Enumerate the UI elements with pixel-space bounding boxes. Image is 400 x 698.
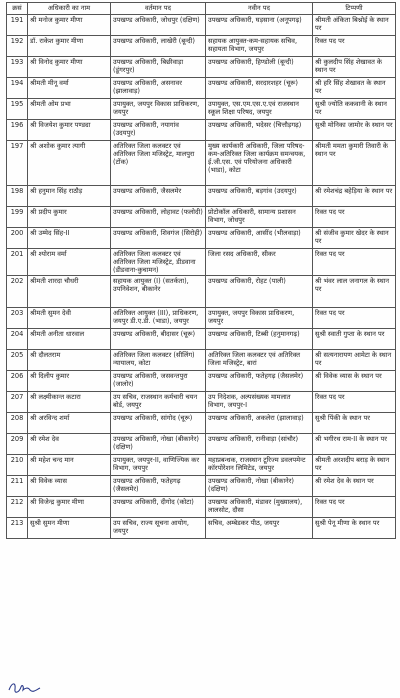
cell-new-post: उपायुक्त, एस.एम.एस.ए.एवं राजस्थान स्कूल शिक्षा परिषद, जयपुर [206,99,313,120]
cell-remarks: श्रीमती अरशदीप बराड़ के स्थान पर [313,455,396,476]
cell-current-post: अतिरिक्त आयुक्त (III), प्राधिकरण, जयपुर डी.ए.डी. (भाडा), जयपुर [111,308,206,329]
table-row [7,329,396,350]
cell-current-post: उपखण्ड अधिकारी, बिछीवाड़ा (डूंगरपुर) [111,57,206,78]
cell-new-post: मुख्य कार्यकारी अधिकारी, जिला परिषद-कम-अतिरिक्त जिला कार्यक्रम समन्वयक, ई.जी.एस. एवं परियोजना अधिकारी (भाडा), कोटा [206,141,313,186]
cell-officer-name: श्री विजेन्द्र कुमार मीणा [28,497,111,518]
cell-remarks: श्री भगीरथ राम-II के स्थान पर [313,434,396,455]
cell-remarks: श्री रमेशचंद्र बहेड़िया के स्थान पर [313,186,396,207]
col-header-officer-name: अधिकारी का नाम [28,3,111,15]
table-row [7,249,396,276]
transfer-table [6,2,396,539]
cell-serial: 191 [7,15,28,36]
cell-current-post: उप सचिव, राजस्थान कर्मचारी चयन बोर्ड, जयपुर [111,392,206,413]
table-row [7,99,396,120]
cell-remarks: श्री विवेक व्यास के स्थान पर [313,371,396,392]
table-row [7,371,396,392]
table-row [7,518,396,539]
cell-serial: 209 [7,434,28,455]
cell-new-post: उपखण्ड अधिकारी, बड़गांव (उदयपुर) [206,186,313,207]
table-row [7,497,396,518]
table-row [7,392,396,413]
cell-current-post: उपखण्ड अधिकारी, नयागांव (उदयपुर) [111,120,206,141]
cell-officer-name: डॉ. राकेश कुमार मीणा [28,36,111,57]
table-row [7,78,396,99]
cell-serial: 204 [7,329,28,350]
cell-current-post: उपखण्ड अधिकारी, फतेहगढ़ (जैसलमेर) [111,476,206,497]
table-row [7,186,396,207]
cell-officer-name: श्री श्योराम वर्मा [28,249,111,276]
cell-new-post: सहायक आयुक्त-कम-सहायक सचिव, सहायता विभाग, जयपुर [206,36,313,57]
cell-new-post: प्रोटोकॉल अधिकारी, सामान्य प्रशासन विभाग, जोधपुर [206,207,313,228]
cell-officer-name: श्रीमती अनीता धारवाल [28,329,111,350]
cell-remarks: श्री संजीव कुमार खेदर के स्थान पर [313,228,396,249]
cell-new-post: उपखण्ड अधिकारी, रानीवाड़ा (सांचौर) [206,434,313,455]
table-row [7,15,396,36]
cell-current-post: उपखण्ड अधिकारी, जोधपुर (दक्षिण) [111,15,206,36]
cell-serial: 195 [7,99,28,120]
cell-new-post: उपखण्ड अधिकारी, टिब्बी (हनुमानगढ़) [206,329,313,350]
cell-remarks: श्री भंवर लाल जनागल के स्थान पर [313,276,396,308]
table-row [7,455,396,476]
cell-officer-name: श्री अरविन्द शर्मा [28,413,111,434]
cell-serial: 212 [7,497,28,518]
cell-officer-name: श्री विवेक व्यास [28,476,111,497]
cell-remarks: रिक्त पद पर [313,392,396,413]
cell-new-post: उपखण्ड अधिकारी, मंडावर (मुख्यालय), लालसोट, दौसा [206,497,313,518]
cell-serial: 206 [7,371,28,392]
cell-serial: 201 [7,249,28,276]
cell-remarks: सुश्री स्वाती गुप्ता के स्थान पर [313,329,396,350]
cell-officer-name: श्री महेश चन्द मान [28,455,111,476]
cell-serial: 205 [7,350,28,371]
cell-officer-name: श्री विनोद कुमार मीणा [28,57,111,78]
cell-serial: 192 [7,36,28,57]
col-header-remarks: टिप्पणी [313,3,396,15]
cell-remarks: श्री कुलदीप सिंह शेखावत के स्थान पर [313,57,396,78]
cell-remarks: सुश्री मोनिका जामोर के स्थान पर [313,120,396,141]
cell-serial: 211 [7,476,28,497]
cell-remarks: श्रीमती ममता कुमारी तिवारी के स्थान पर [313,141,396,186]
cell-remarks: रिक्त पद पर [313,308,396,329]
cell-officer-name: श्रीमती मीनू वर्मा [28,78,111,99]
cell-current-post: अतिरिक्त जिला कलक्टर (सीलिंग) न्यायालय, कोटा [111,350,206,371]
cell-officer-name: श्रीमती शारदा चौधरी [28,276,111,308]
cell-new-post: उपखण्ड अधिकारी, फतेहगढ़ (जैसलमेर) [206,371,313,392]
cell-remarks: सुश्री पेनू मीणा के स्थान पर [313,518,396,539]
cell-new-post: उपखण्ड अधिकारी, रोहट (पाली) [206,276,313,308]
cell-current-post: उपखण्ड अधिकारी, असनावर (झालावाड़) [111,78,206,99]
cell-new-post: जिला रसद अधिकारी, सीकर [206,249,313,276]
cell-officer-name: श्री दौलतराम [28,350,111,371]
table-row [7,350,396,371]
table-row [7,141,396,186]
cell-officer-name: श्री प्रदीप कुमार [28,207,111,228]
cell-serial: 207 [7,392,28,413]
cell-remarks: श्री रमेश देव के स्थान पर [313,476,396,497]
cell-officer-name: श्रीमती सुमन देवी [28,308,111,329]
cell-officer-name: श्री उम्मेद सिंह-II [28,228,111,249]
cell-officer-name: श्री हनुमान सिंह राठौड़ [28,186,111,207]
cell-current-post: उपखण्ड अधिकारी, नोखा (बीकानेर) (दक्षिण) [111,434,206,455]
header-row [7,3,396,15]
cell-new-post: उपखण्ड अधिकारी, आसींद (भीलवाड़ा) [206,228,313,249]
cell-officer-name: श्री मनोज कुमार मीणा [28,15,111,36]
table-row [7,413,396,434]
cell-serial: 208 [7,413,28,434]
cell-remarks: रिक्त पद पर [313,36,396,57]
cell-new-post: उपखण्ड अधिकारी, सरदारशहर (चूरू) [206,78,313,99]
cell-officer-name: श्री रमेश देव [28,434,111,455]
cell-remarks: सुश्री पिंकी के स्थान पर [313,413,396,434]
cell-current-post: उपखण्ड अधिकारी, लोहावट (फलोदी) [111,207,206,228]
cell-remarks: श्री हरि सिंह शेखावत के स्थान पर [313,78,396,99]
cell-serial: 210 [7,455,28,476]
cell-remarks: सुश्री ज्योति ककवानी के स्थान पर [313,99,396,120]
cell-new-post: अतिरिक्त जिला कलक्टर एवं अतिरिक्त जिला मजिस्ट्रेट, बारां [206,350,313,371]
cell-serial: 199 [7,207,28,228]
cell-new-post: उप निदेशक, अल्पसंख्यक मामलात विभाग, जयपुर-I [206,392,313,413]
table-body [7,15,396,539]
cell-officer-name: श्रीमती ओम प्रभा [28,99,111,120]
cell-remarks: रिक्त पद पर [313,249,396,276]
cell-current-post: अतिरिक्त जिला कलक्टर एवं अतिरिक्त जिला मजिस्ट्रेट, डीडवाना (डीडवाना-कुचामन) [111,249,206,276]
table-row [7,228,396,249]
cell-current-post: उपखण्ड अधिकारी, दीगोद (कोटा) [111,497,206,518]
col-header-current-post: वर्तमान पद [111,3,206,15]
cell-current-post: उपखण्ड अधिकारी, लाखेरी (बून्दी) [111,36,206,57]
cell-new-post: महाप्रबन्धक, राजस्थान टूरिज्म डवलपमेन्ट कॉरपोरेशन लिमिटेड, जयपुर [206,455,313,476]
cell-new-post: उपखण्ड अधिकारी, भदेसर (चित्तौड़गढ़) [206,120,313,141]
table-row [7,207,396,228]
table-row [7,476,396,497]
cell-current-post: सहायक आयुक्त (I) (सतर्कता), उपनिवेशन, बीकानेर [111,276,206,308]
cell-current-post: अतिरिक्त जिला कलक्टर एवं अतिरिक्त जिला मजिस्ट्रेट, मालपुरा (टोंक) [111,141,206,186]
table-row [7,36,396,57]
cell-serial: 198 [7,186,28,207]
cell-current-post: उपखण्ड अधिकारी, जैसलमेर [111,186,206,207]
table-row [7,276,396,308]
col-header-new-post: नवीन पद [206,3,313,15]
cell-current-post: उपायुक्त, जयपुर-II, वाणिज्यिक कर विभाग, जयपुर [111,455,206,476]
cell-remarks: श्री सत्यनारायण आमेटा के स्थान पर [313,350,396,371]
cell-serial: 213 [7,518,28,539]
cell-serial: 200 [7,228,28,249]
cell-current-post: उपखण्ड अधिकारी, जसवन्तपुरा (जालोर) [111,371,206,392]
cell-current-post: उपखण्ड अधिकारी, बीदासर (चूरू) [111,329,206,350]
cell-serial: 196 [7,120,28,141]
cell-officer-name: श्री लक्ष्मीकान्त कटारा [28,392,111,413]
table-row [7,120,396,141]
table-row [7,308,396,329]
cell-current-post: उपखण्ड अधिकारी, शिवगंज (सिरोही) [111,228,206,249]
cell-serial: 194 [7,78,28,99]
cell-new-post: उपखण्ड अधिकारी, घड़साना (अनूपगढ़) [206,15,313,36]
cell-remarks: रिक्त पद पर [313,497,396,518]
col-header-serial: क्रसं [7,3,28,15]
cell-current-post: उप सचिव, राज्य सूचना आयोग, जयपुर [111,518,206,539]
cell-new-post: उपायुक्त, जयपुर विकास प्राधिकरण, जयपुर [206,308,313,329]
cell-new-post: उपखण्ड अधिकारी, हिण्डोली (बून्दी) [206,57,313,78]
cell-officer-name: श्री अशोक कुमार त्यागी [28,141,111,186]
cell-remarks: श्रीमती अंकिता बिश्नोई के स्थान पर [313,15,396,36]
cell-new-post: सचिव, अम्बेडकर पीठ, जयपुर [206,518,313,539]
cell-officer-name: श्री दिलीप कुमार [28,371,111,392]
cell-remarks: रिक्त पद पर [313,207,396,228]
cell-new-post: उपखण्ड अधिकारी, नोखा (बीकानेर) (दक्षिण) [206,476,313,497]
cell-current-post: उपायुक्त, जयपुर विकास प्राधिकरण, जयपुर [111,99,206,120]
cell-serial: 193 [7,57,28,78]
signature [6,678,46,696]
table-row [7,434,396,455]
cell-new-post: उपखण्ड अधिकारी, अकलेरा (झालावाड़) [206,413,313,434]
cell-serial: 202 [7,276,28,308]
cell-serial: 203 [7,308,28,329]
cell-serial: 197 [7,141,28,186]
cell-officer-name: सुश्री सुमन मीणा [28,518,111,539]
cell-current-post: उपखण्ड अधिकारी, सांगोद (चूरू) [111,413,206,434]
cell-officer-name: श्री विजयेश कुमार पण्ड्या [28,120,111,141]
table-row [7,57,396,78]
